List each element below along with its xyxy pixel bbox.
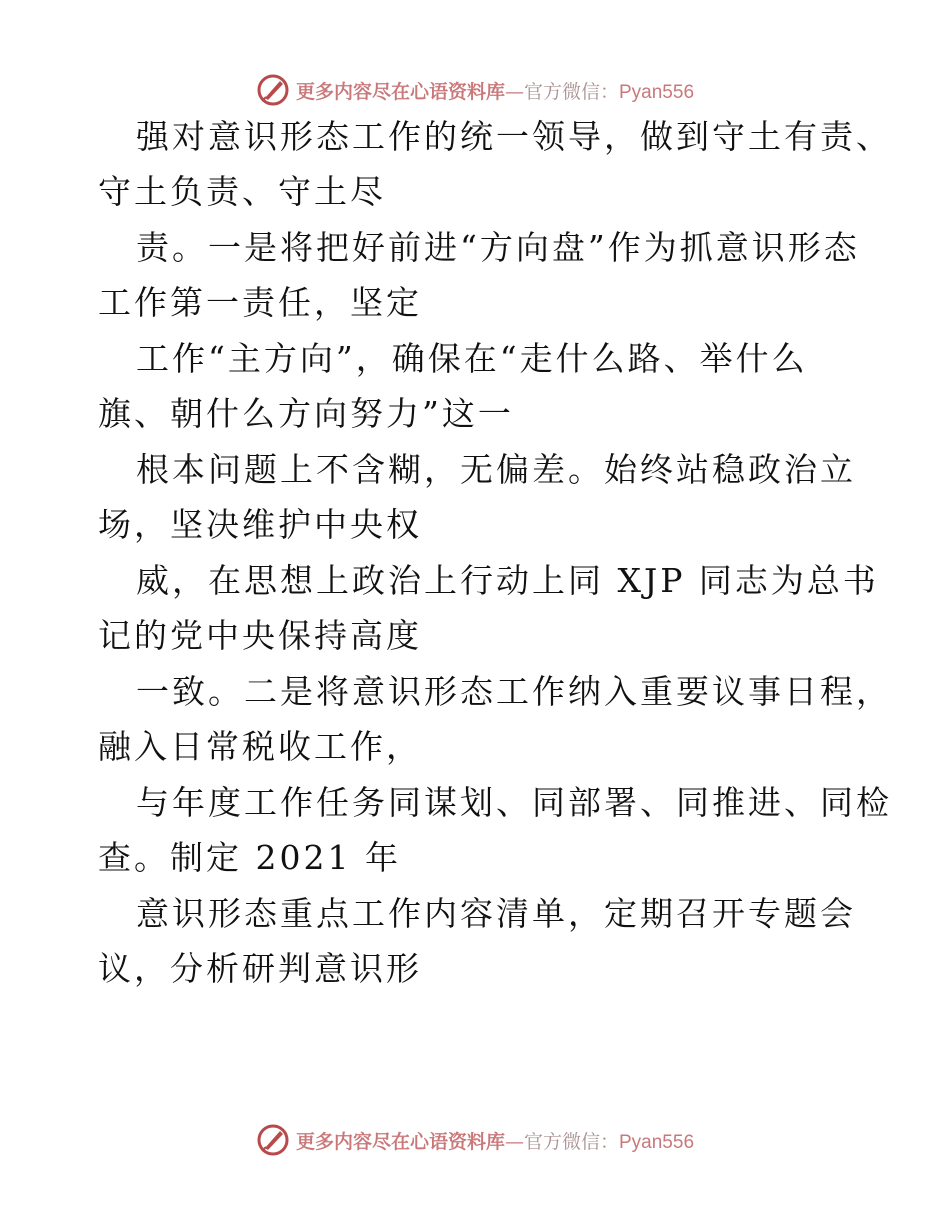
text-line: 场，坚决维护中央权 xyxy=(98,505,422,544)
watermark-header xyxy=(0,70,950,110)
watermark-dash: — xyxy=(504,80,524,103)
text-line: 威，在思想上政治上行动上同 XJP 同志为总书 xyxy=(136,561,879,600)
watermark-official-label: 官方微信： xyxy=(523,1130,619,1153)
text-line: 与年度工作任务同谋划、同部署、同推进、同检 xyxy=(136,783,892,822)
watermark-title: 更多内容尽在心语资料库 xyxy=(295,80,505,103)
text-line: 意识形态重点工作内容清单，定期召开专题会 xyxy=(136,894,856,933)
watermark-wechat-id: Pyan556 xyxy=(619,81,695,103)
text-line: 议，分析研判意识形 xyxy=(98,949,422,988)
text-line: 强对意识形态工作的统一领导，做到守土有责、 xyxy=(136,117,892,156)
watermark-official-label: 官方微信： xyxy=(523,80,619,103)
watermark-dash: — xyxy=(504,1130,524,1153)
quill-pen-logo-icon xyxy=(256,73,290,107)
text-line: 旗、朝什么方向努力”这一 xyxy=(98,394,514,433)
text-line: 记的党中央保持高度 xyxy=(98,616,422,655)
watermark-wechat-id: Pyan556 xyxy=(619,1131,695,1153)
text-line: 责。一是将把好前进“方向盘”作为抓意识形态 xyxy=(136,228,860,267)
watermark-title: 更多内容尽在心语资料库 xyxy=(295,1130,505,1153)
text-line: 工作“主方向”，确保在“走什么路、举什么 xyxy=(136,339,808,378)
text-line: 查。制定 2021 年 xyxy=(98,838,401,877)
text-line: 工作第一责任，坚定 xyxy=(98,283,422,322)
text-line: 守土负责、守土尽 xyxy=(98,172,386,211)
body-paragraph xyxy=(98,117,892,988)
quill-pen-logo-icon xyxy=(256,1123,290,1157)
text-line: 一致。二是将意识形态工作纳入重要议事日程， xyxy=(136,672,892,711)
text-line: 融入日常税收工作， xyxy=(98,727,422,766)
watermark-footer xyxy=(0,1120,950,1160)
text-line: 根本问题上不含糊，无偏差。始终站稳政治立 xyxy=(136,450,856,489)
